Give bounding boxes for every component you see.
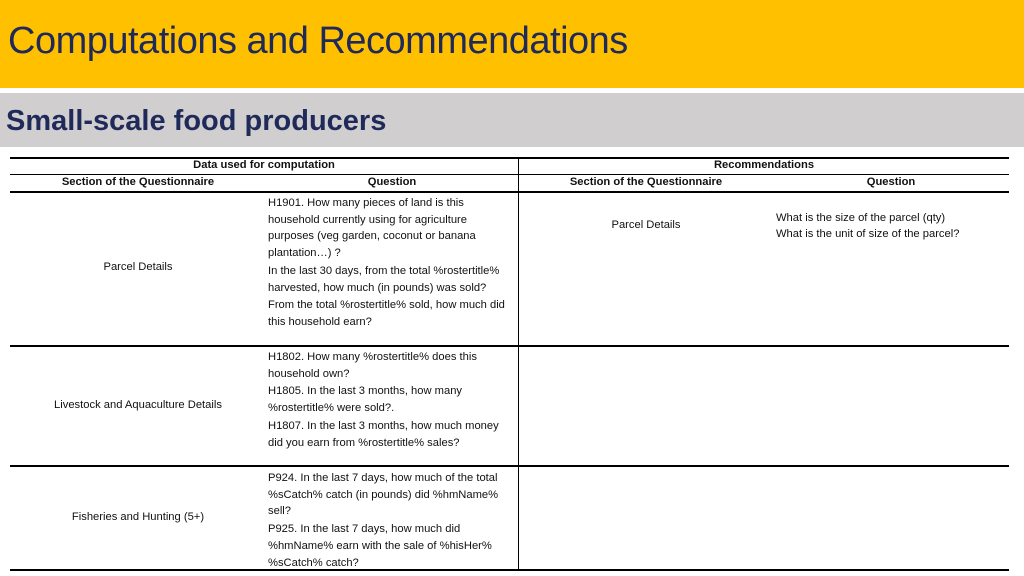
row-livestock-section: Livestock and Aquaculture Details	[54, 399, 222, 411]
col-header-question-left: Question	[367, 176, 417, 188]
col-header-question-right: Question	[866, 176, 916, 188]
row-fisheries-questions	[268, 470, 516, 571]
question-text: In the last 30 days, from the total %rostertitle% harvested, how much (in pounds) was sold?	[268, 264, 500, 294]
table-rule-row2	[10, 465, 1009, 467]
group-header-computation: Data used for computation	[193, 159, 335, 171]
row-parcel-rec-questions	[776, 210, 1009, 242]
col-header-section-left: Section of the Questionnaire	[61, 176, 215, 188]
table-rule-header	[10, 191, 1009, 193]
table-rule-row1	[10, 345, 1009, 347]
question-text: H1901. How many pieces of land is this household currently using for agriculture purposes (veg garden, coconut or banana plantation…) ?	[268, 197, 476, 260]
subtitle-bar	[0, 93, 1024, 147]
row-livestock-questions	[268, 349, 516, 451]
group-header-recommendations: Recommendations	[713, 159, 815, 171]
table-rule-group	[10, 174, 1009, 175]
row-parcel-questions	[268, 195, 516, 331]
data-table	[10, 157, 1009, 571]
question-text: H1805. In the last 3 months, how many %rostertitle% were sold?.	[268, 385, 463, 415]
page-title: Computations and Recommendations	[8, 20, 628, 62]
row-fisheries-section: Fisheries and Hunting (5+)	[71, 511, 205, 523]
question-text: P924. In the last 7 days, how much of the total %sCatch% catch (in pounds) did %hmName% sell?	[268, 472, 499, 518]
question-text: P925. In the last 7 days, how much did %hmName% earn with the sale of %hisHer% %sCatch% catch?	[268, 523, 492, 569]
row-parcel-rec-section: Parcel Details	[611, 219, 681, 231]
page-subtitle: Small-scale food producers	[6, 105, 387, 137]
question-text: From the total %rostertitle% sold, how much did this household earn?	[268, 299, 505, 328]
question-text: H1802. How many %rostertitle% does this household own?	[268, 351, 477, 380]
rec-question-text: What is the unit of size of the parcel?	[776, 228, 960, 240]
col-header-section-right: Section of the Questionnaire	[569, 176, 723, 188]
title-bar	[0, 0, 1024, 88]
question-text: H1807. In the last 3 months, how much money did you earn from %rostertitle% sales?	[268, 419, 499, 449]
rec-question-text: What is the size of the parcel (qty)	[776, 212, 946, 224]
row-parcel-section: Parcel Details	[103, 261, 173, 273]
